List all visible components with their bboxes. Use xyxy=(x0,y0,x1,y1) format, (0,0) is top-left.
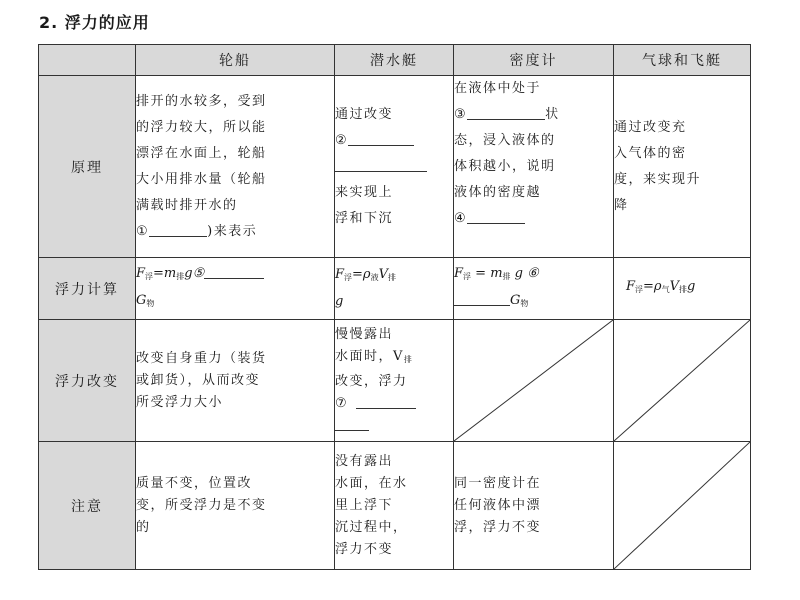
row-label-calc: 浮力计算 xyxy=(39,258,136,320)
blank-4 xyxy=(467,209,525,224)
buoyancy-application-table xyxy=(38,44,751,570)
row-calc xyxy=(39,258,751,320)
change-balloon-empty xyxy=(614,320,751,442)
blank-2 xyxy=(348,131,414,146)
blank-3 xyxy=(467,105,545,120)
row-change xyxy=(39,320,751,442)
blank-7 xyxy=(356,394,416,409)
header-row xyxy=(39,45,751,76)
note-balloon-empty xyxy=(614,442,751,570)
calc-submarine: $F_浮=\rho_液V_排$ g xyxy=(335,258,454,320)
header-balloon: 气球和飞艇 xyxy=(614,45,751,76)
blank-5 xyxy=(204,264,264,279)
row-label-note: 注意 xyxy=(39,442,136,570)
header-submarine: 潜水艇 xyxy=(335,45,454,76)
header-hydrometer: 密度计 xyxy=(454,45,614,76)
diagonal-slash xyxy=(614,320,750,441)
row-label-principle: 原理 xyxy=(39,76,136,258)
blank-6 xyxy=(454,291,510,306)
calc-balloon: $F_浮=\rho_气V_排g$ xyxy=(614,258,751,320)
row-principle xyxy=(39,76,751,258)
principle-submarine: 通过改变 ② 来实现上 浮和下沉 xyxy=(335,76,454,258)
note-ship: 质量不变，位置改 变，所受浮力是不变 的 xyxy=(136,442,335,570)
row-label-change: 浮力改变 xyxy=(39,320,136,442)
diagonal-slash xyxy=(614,442,750,569)
calc-ship: $F_浮=m_排g⑤$ $G_物$ xyxy=(136,258,335,320)
blank-2b xyxy=(335,157,427,172)
row-note xyxy=(39,442,751,570)
principle-ship: 排开的水较多，受到 的浮力较大，所以能 漂浮在水面上，轮船 大小用排水量（轮船 满载时排开水的 ① )来表示 xyxy=(136,76,335,258)
header-ship: 轮船 xyxy=(136,45,335,76)
calc-hydrometer: $F_浮 = m_排$ g ⑥ $G_物$ xyxy=(454,258,614,320)
corner-cell xyxy=(39,45,136,76)
change-hydrometer-empty xyxy=(454,320,614,442)
principle-hydrometer: 在液体中处于 ③ 状 态，浸入液体的 体积越小，说明 液体的密度越 ④ xyxy=(454,76,614,258)
note-submarine: 没有露出 水面，在水 里上浮下 沉过程中， 浮力不变 xyxy=(335,442,454,570)
blank-1 xyxy=(149,222,207,237)
blank-7b xyxy=(335,416,369,431)
section-title: 2. 浮力的应用 xyxy=(39,13,150,32)
change-submarine: 慢慢露出 水面时，$V_排$ 改变，浮力 ⑦ xyxy=(335,320,454,442)
note-hydrometer: 同一密度计在 任何液体中漂 浮，浮力不变 xyxy=(454,442,614,570)
change-ship: 改变自身重力（装货 或卸货），从而改变 所受浮力大小 xyxy=(136,320,335,442)
principle-balloon: 通过改变充 入气体的密 度，来实现升 降 xyxy=(614,76,751,258)
diagonal-slash xyxy=(454,320,613,441)
